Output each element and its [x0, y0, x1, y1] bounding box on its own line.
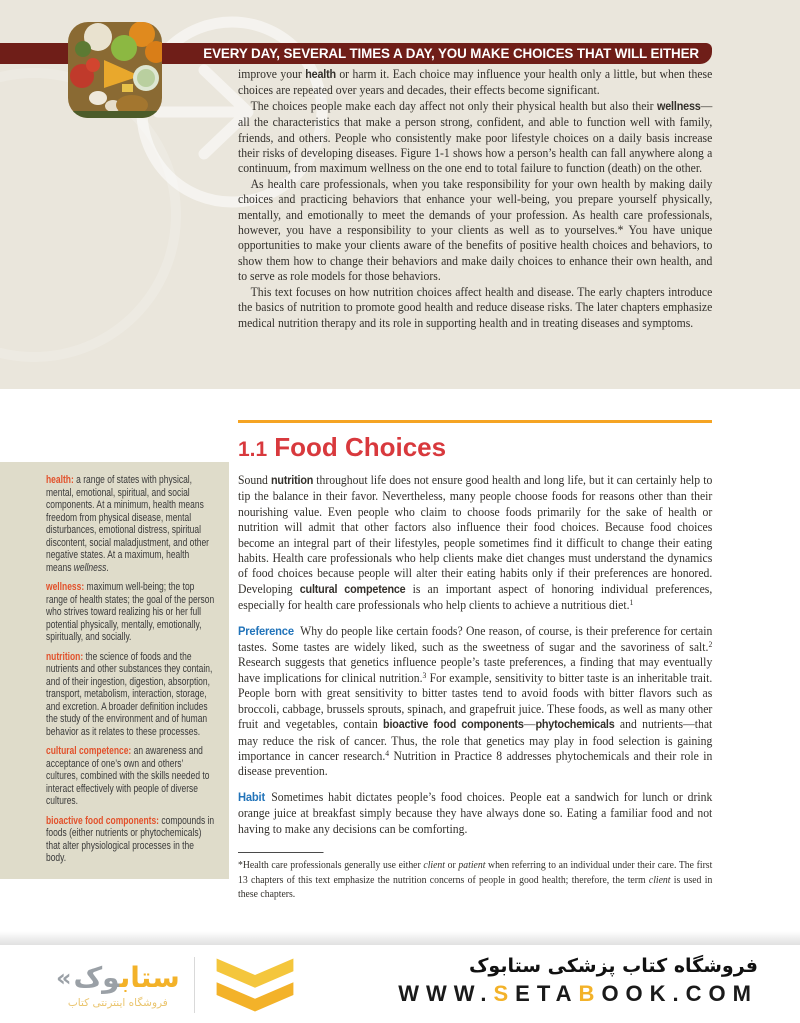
logo-word: ستابوک: [73, 961, 180, 994]
preference-paragraph: [238, 623, 712, 779]
logo-divider: [194, 957, 195, 1013]
footnote-rule: [238, 852, 324, 853]
store-text-block: [398, 955, 758, 1007]
habit-body: Sometimes habit dictates people’s food choices. People eat a sandwich for lunch or drink orange juice at breakfast simply because they have always done so. Eating a familiar food and not having to make any decisions can be comforting.: [238, 788, 713, 836]
intro-paragraph-4: This text focuses on how nutrition choices affect health and disease. The early chapters introduce the basics of nutrition to promote good health and reduce disease risks. The later chapters emphasize medical nutrition therapy and its role in supporting health and in treating diseases and symptoms.: [238, 283, 713, 330]
footnote-text: *Health care professionals generally use either client or patient when referring to an individual under their care. The first 13 chapters of this text emphasize the nutrition concerns of people in good health; therefore, the term client is used in these chapters.: [238, 858, 713, 901]
food-photo-illustration: [68, 22, 162, 118]
preference-lead: Preference: [238, 623, 294, 638]
definition-bioactive-food-components: [46, 815, 216, 865]
store-title-farsi: فروشگاه کتاب پزشکی ستابوک: [468, 955, 758, 977]
habit-lead: Habit: [238, 789, 265, 804]
definition-body: compounds in foods (either nutrients or phytochemicals) that alter physiological processes in the body.: [46, 814, 215, 864]
setabook-logo: [56, 953, 301, 1017]
food-photo: [68, 22, 162, 118]
definition-term: bioactive food components:: [46, 814, 160, 827]
logo-caption: فروشگاه اینترنتی کتاب: [67, 997, 168, 1009]
footer-shadow: [0, 931, 800, 945]
definition-health: [46, 474, 216, 574]
definition-wellness: [46, 581, 216, 644]
top-section: [0, 0, 800, 389]
definition-term: nutrition:: [46, 650, 84, 663]
definition-term: health:: [46, 474, 74, 486]
intro-paragraph-3: As health care professionals, when you take responsibility for your own health by making daily choices and practicing behaviors that enhance your well-being, you prepare yourself physically, mentally, and emotionally to meet the demands of your profession. As health care professionals, however, you have a responsibility to your clients as well as to yourselves.* You have unique opportunities to make your clients aware of the benefits of positive health choices and behaviors, to show them how to change their behaviors and make daily choices to enhance their own health, and to serve as role models for those behaviors.: [238, 175, 713, 284]
habit-paragraph: [238, 789, 712, 836]
chevron-s-icon: [209, 953, 301, 1017]
intro-paragraph-2: The choices people make each day affect not only their physical health but also their wellness—all the characteristics that make a person strong, confident, and able to function well with family, friends, and others. People who consistently make poor lifestyle choices on a daily basis increase their risks of developing diseases. Figure 1-1 shows how a person’s health can fall anywhere along a continuum, from maximum wellness on the one end to total failure to function (death) on the other.: [238, 97, 713, 176]
section-number: 1.1: [238, 438, 268, 461]
definition-term: wellness:: [46, 581, 85, 593]
logo-wordmark: [56, 961, 180, 1009]
main-section: [0, 389, 800, 945]
definition-body: maximum well-being; the top range of health states; the goal of the person who strives toward realizing his or her full potential physically, mentally, emotionally, spiritually, and socially.: [46, 581, 215, 643]
banner-text: EVERY DAY, SEVERAL TIMES A DAY, YOU MAKE CHOICES THAT WILL EITHER: [203, 46, 699, 61]
intro-text-block: [238, 66, 712, 330]
preference-body: Why do people like certain foods? One reason, of course, is their preference for certain tastes. Some tastes are widely liked, such as the sweetness of sugar and the savoriness of salt.$^2$ Research suggests that genetics influence people’s taste preferences, a finding that may eventually have implications for clinical nutrition.$^3$ For example, sensitivity to bitter taste is an inheritable trait. People born with great sensitivity to bitter tastes tend to avoid foods with bitter flavors such as broccoli, cabbage, brussels sprouts, spinach, and grapefruit juice. These foods, as well as many other fruit and vegetables, contain bioactive food components—phytochemicals and nutrients—that may reduce the risk of cancer. Thus, the role that genetics may play in food selection is gaining importance in cancer research.$^4$ Nutrition in Practice 8 addresses phytochemicals and their role in disease prevention.: [238, 622, 713, 779]
definition-body: an awareness and acceptance of one’s own and others’ cultures, combined with the skills needed to interact effectively with people of diverse cultures.: [46, 745, 210, 807]
definition-body: the science of foods and the nutrients and other substances they contain, and of their ingestion, digestion, absorption, transport, metabolism, interaction, storage, and excretion. A broader definition includes the study of the environment and of human behavior as it relates to these processes.: [46, 650, 213, 738]
definition-nutrition: [46, 651, 216, 739]
section-paragraph-1: Sound nutrition throughout life does not ensure good health and long life, but it can certainly help to tip the balance in their favor. Nevertheless, many people choose foods for reasons other than their nourishing value. Even people who claim to choose foods primarily for the sake of health or nutrition will admit that other factors also influence their food choices. Because food choices become an integral part of their lifestyles, people sometimes find it difficult to change their eating habits. Health care professionals who help clients make diet changes must understand the dynamics of food choices because people will alter their eating habits only if their preferences are honored. Developing cultural competence is an important aspect of honoring individual preferences, especially for health care professionals who help clients to achieve a nutritious diet.$^1$: [238, 472, 713, 613]
main-column: [238, 389, 712, 902]
intro-paragraph-1: improve your health or harm it. Each choice may influence your health only a little, but when these choices are repeated over years and decades, their effects become significant.: [238, 66, 713, 98]
definitions-sidebar: [0, 462, 229, 879]
definition-body: a range of states with physical, mental, emotional, spiritual, and social components. At a minimum, health means freedom from physical disease, mental disturbances, emotional distress, spiritual discontent, social maladjustment, and other negative states. At a maximum, health means wellness.: [46, 474, 209, 574]
guillemet-icon: «: [56, 964, 72, 992]
store-url: WWW.SETABOOK.COM: [398, 981, 758, 1006]
definition-term: cultural competence:: [46, 745, 132, 757]
watermark-footer: [0, 945, 800, 1023]
section-divider-rule: [238, 420, 712, 423]
section-title-text: Food Choices: [274, 432, 447, 462]
definition-cultural-competence: [46, 745, 216, 808]
section-title: [238, 432, 712, 465]
